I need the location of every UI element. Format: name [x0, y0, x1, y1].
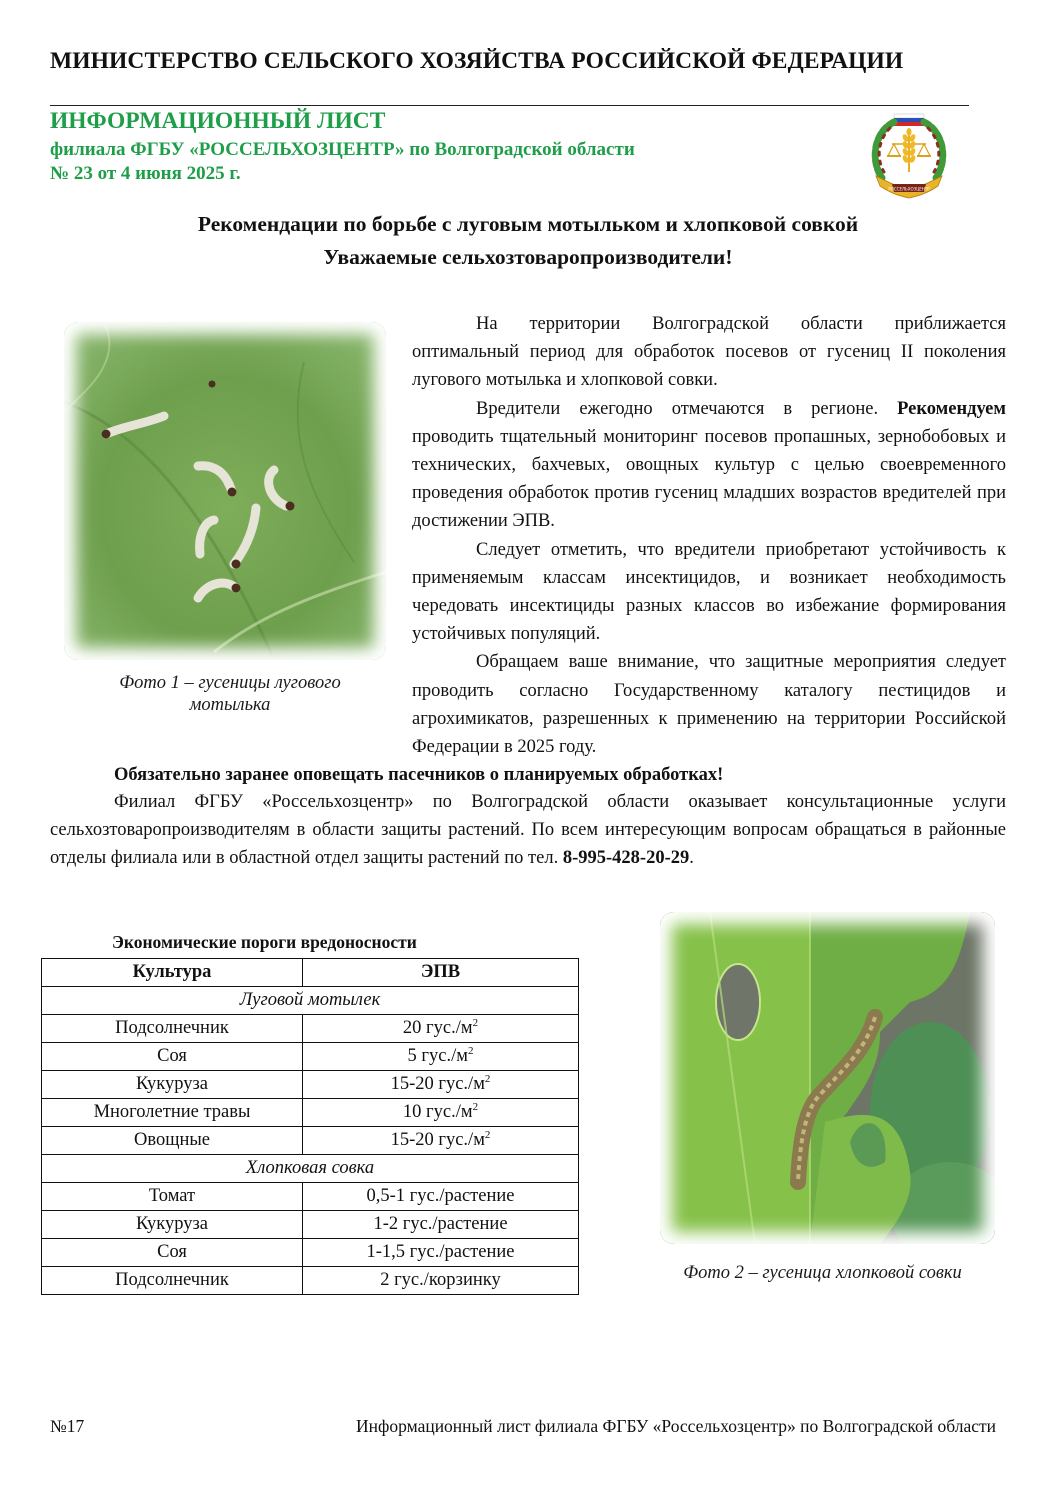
paragraph-resistance: Следует отметить, что вредители приобретают устойчивость к применяемым классам инсектицидов, и возникает необходимость чередовать инсектициды разных классов во избежание формирования устойчивых популяций.	[412, 539, 1006, 645]
threshold-cell	[303, 1267, 579, 1295]
phone-period: .	[689, 848, 694, 869]
threshold-value: 20 гус./м	[402, 1018, 473, 1038]
pest-group-name: Луговой мотылек	[42, 987, 579, 1015]
unit-exponent: 2	[484, 1073, 491, 1085]
threshold-cell	[303, 1015, 579, 1043]
footer-page-number: №17	[50, 1416, 85, 1436]
threshold-value: 15-20 гус./м	[390, 1130, 485, 1150]
threshold-cell	[303, 1211, 579, 1239]
headline-greeting: Уважаемые сельхозтоваропроизводители!	[323, 245, 733, 269]
photo-1-caption: Фото 1 – гусеницы лугового мотылька	[119, 673, 341, 715]
threshold-value: 2 гус./корзинку	[380, 1270, 501, 1290]
consultation-text: Филиал ФГБУ «Россельхозцентр» по Волгоградской области оказывает консультационные услуги сельхозтоваропроизводителям в области защиты растений. По всем интересующим вопросам обращаться в районные отделы филиала или в областной отдел защиты растений по тел.	[50, 792, 1006, 869]
threshold-value: 10 гус./м	[402, 1102, 473, 1122]
phone-number[interactable]: 8-995-428-20-29	[562, 848, 690, 869]
pest-group-name: Хлопковая совка	[42, 1155, 579, 1183]
table-row	[42, 1071, 579, 1099]
table-row	[42, 1267, 579, 1295]
threshold-cell	[303, 1239, 579, 1267]
paragraph-recommendation	[412, 395, 1006, 536]
threshold-value: 5 гус./м	[407, 1046, 468, 1066]
unit-exponent: 2	[472, 1101, 479, 1113]
threshold-value: 0,5-1 гус./растение	[366, 1186, 515, 1206]
consultation-block	[50, 788, 1006, 873]
info-sheet-subtitle: филиала ФГБУ «РОССЕЛЬХОЗЦЕНТР» по Волгоградской области	[50, 139, 635, 160]
economic-thresholds-table	[41, 958, 579, 1295]
header-epv: ЭПВ	[303, 959, 579, 987]
headline-title: Рекомендации по борьбе с луговым мотыльком и хлопковой совкой	[197, 212, 859, 236]
table-row	[42, 1127, 579, 1155]
crop-cell: Подсолнечник	[42, 1015, 303, 1043]
table-row	[42, 1043, 579, 1071]
table-row	[42, 1239, 579, 1267]
threshold-cell	[303, 1183, 579, 1211]
crop-cell: Соя	[42, 1239, 303, 1267]
threshold-cell	[303, 1127, 579, 1155]
paragraph-period: На территории Волгоградской области приближается оптимальный период для обработок посевов от гусениц II поколения лугового мотылька и хлопковой совки.	[412, 314, 1006, 391]
ministry-heading: МИНИСТЕРСТВО СЕЛЬСКОГО ХОЗЯЙСТВА РОССИЙСКОЙ ФЕДЕРАЦИИ	[50, 48, 904, 74]
table-title: Экономические пороги вредоносности	[112, 932, 417, 952]
beekeepers-warning: Обязательно заранее оповещать пасечников о планируемых обработках!	[114, 765, 724, 785]
crop-cell: Соя	[42, 1043, 303, 1071]
logo-ribbon-text: РОССЕЛЬХОЗЦЕНТР	[888, 186, 930, 192]
rosselkhoztsentr-logo	[864, 110, 954, 202]
crop-cell: Кукуруза	[42, 1211, 303, 1239]
threshold-value: 1-2 гус./растение	[373, 1214, 508, 1234]
crop-cell: Кукуруза	[42, 1071, 303, 1099]
recommend-bold: Рекомендуем	[897, 398, 1006, 419]
table-row	[42, 1211, 579, 1239]
threshold-cell	[303, 1043, 579, 1071]
header-divider	[50, 105, 969, 106]
threshold-value: 1-1,5 гус./растение	[366, 1242, 515, 1262]
unit-exponent: 2	[467, 1045, 474, 1057]
issue-number: № 23 от 4 июня 2025 г.	[50, 163, 241, 184]
crop-cell: Томат	[42, 1183, 303, 1211]
emblem-icon	[864, 110, 954, 202]
threshold-cell	[303, 1071, 579, 1099]
threshold-value: 15-20 гус./м	[390, 1074, 485, 1094]
info-sheet-title: ИНФОРМАЦИОННЫЙ ЛИСТ	[50, 108, 386, 134]
table-group-row	[42, 1155, 579, 1183]
header-crop: Культура	[42, 959, 303, 987]
unit-exponent: 2	[472, 1017, 479, 1029]
crop-cell: Подсолнечник	[42, 1267, 303, 1295]
threshold-cell	[303, 1099, 579, 1127]
table-row	[42, 1183, 579, 1211]
table-row	[42, 1015, 579, 1043]
photo-cotton-bollworm-caterpillar	[660, 912, 995, 1244]
table-row	[42, 1099, 579, 1127]
main-text	[412, 310, 1006, 761]
table-group-row	[42, 987, 579, 1015]
pests-annual-text: Вредители ежегодно отмечаются в регионе.	[476, 398, 879, 419]
photo-meadow-moth-caterpillars	[64, 322, 386, 660]
unit-exponent: 2	[484, 1129, 491, 1141]
crop-cell: Многолетние травы	[42, 1099, 303, 1127]
footer-text: Информационный лист филиала ФГБУ «Россельхозцентр» по Волгоградской области	[356, 1416, 996, 1436]
paragraph-catalog: Обращаем ваше внимание, что защитные мероприятия следует проводить согласно Государственному каталогу пестицидов и агрохимикатов, разрешенных к применению на территории Российской Федерации в 2025 году.	[412, 652, 1006, 758]
monitoring-text: проводить тщательный мониторинг посевов пропашных, зернобобовых и технических, бахчевых, овощных культур с целью своевременного проведения обработок против гусениц младших возрастов вредителей при достижении ЭПВ.	[412, 426, 1006, 532]
crop-cell: Овощные	[42, 1127, 303, 1155]
photo-2-caption: Фото 2 – гусеница хлопковой совки	[683, 1263, 962, 1283]
table-header-row	[42, 959, 579, 987]
